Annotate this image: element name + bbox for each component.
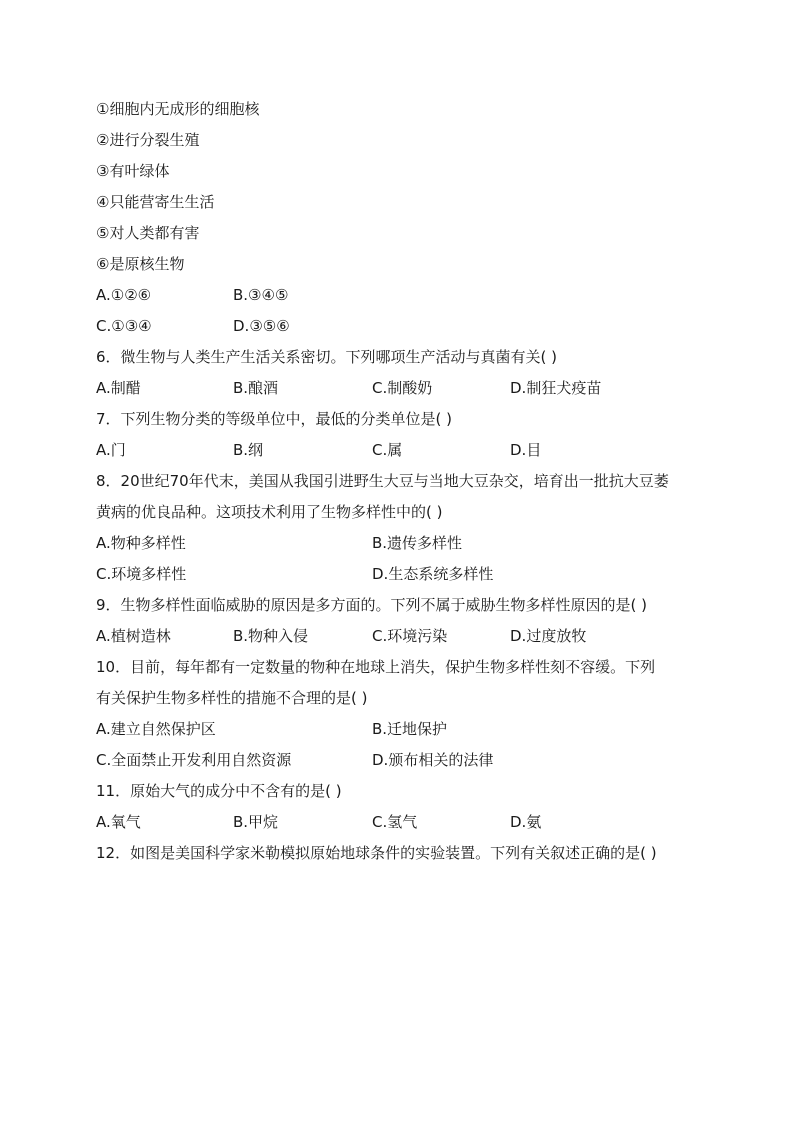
q9-option-b[interactable]: B.物种入侵: [233, 627, 309, 645]
q10-options-row-1: [96, 714, 706, 745]
question-12-text: 12．如图是美国科学家米勒模拟原始地球条件的实验装置。下列有关叙述正确的是( ): [96, 844, 657, 862]
q5-options-row-1: [96, 280, 706, 311]
statement-5: ⑤对人类都有害: [96, 224, 200, 242]
q6-option-c[interactable]: C.制酸奶: [372, 379, 433, 397]
exam-page: [96, 94, 706, 869]
q7-option-a[interactable]: A.门: [96, 441, 126, 459]
q7-options: [96, 435, 706, 466]
q10-options-row-2: [96, 745, 706, 776]
q5-option-c[interactable]: C.①③④: [96, 317, 152, 335]
q6-option-d[interactable]: D.制狂犬疫苗: [510, 379, 602, 397]
q11-option-c[interactable]: C.氢气: [372, 813, 418, 831]
q8-option-c[interactable]: C.环境多样性: [96, 565, 187, 583]
q7-option-b[interactable]: B.纲: [233, 441, 264, 459]
statement-4: ④只能营寄生生活: [96, 193, 215, 211]
q7-option-d[interactable]: D.目: [510, 441, 542, 459]
q10-option-b[interactable]: B.迁地保护: [372, 720, 448, 738]
q9-option-d[interactable]: D.过度放牧: [510, 627, 587, 645]
q9-option-a[interactable]: A.植树造林: [96, 627, 171, 645]
question-10-text-line-2: 有关保护生物多样性的措施不合理的是( ): [96, 689, 368, 707]
q10-option-d[interactable]: D.颁布相关的法律: [372, 751, 494, 769]
question-7-text: 7．下列生物分类的等级单位中，最低的分类单位是( ): [96, 410, 453, 428]
q8-option-a[interactable]: A.物种多样性: [96, 534, 186, 552]
q8-option-b[interactable]: B.遗传多样性: [372, 534, 463, 552]
statement-2: ②进行分裂生殖: [96, 131, 200, 149]
q5-option-b[interactable]: B.③④⑤: [233, 286, 289, 304]
q5-option-d[interactable]: D.③⑤⑥: [233, 317, 290, 335]
q7-option-c[interactable]: C.属: [372, 441, 403, 459]
q5-options-row-2: [96, 311, 706, 342]
question-11-text: 11．原始大气的成分中不含有的是( ): [96, 782, 342, 800]
statement-6: ⑥是原核生物: [96, 255, 185, 273]
question-10-text-line-1: 10．目前，每年都有一定数量的物种在地球上消失，保护生物多样性刻不容缓。下列: [96, 658, 656, 676]
question-6-text: 6．微生物与人类生产生活关系密切。下列哪项生产活动与真菌有关( ): [96, 348, 558, 366]
q8-options-row-1: [96, 528, 706, 559]
q11-option-b[interactable]: B.甲烷: [233, 813, 279, 831]
question-8-text-line-1: 8．20世纪70年代末，美国从我国引进野生大豆与当地大豆杂交，培育出一批抗大豆萎: [96, 472, 669, 490]
q11-option-a[interactable]: A.氧气: [96, 813, 141, 831]
q10-option-c[interactable]: C.全面禁止开发利用自然资源: [96, 751, 292, 769]
q11-option-d[interactable]: D.氨: [510, 813, 542, 831]
q6-option-a[interactable]: A.制醋: [96, 379, 141, 397]
q10-option-a[interactable]: A.建立自然保护区: [96, 720, 216, 738]
q8-option-d[interactable]: D.生态系统多样性: [372, 565, 494, 583]
q11-options: [96, 807, 706, 838]
q6-option-b[interactable]: B.酿酒: [233, 379, 279, 397]
question-8-text-line-2: 黄病的优良品种。这项技术利用了生物多样性中的( ): [96, 503, 443, 521]
q8-options-row-2: [96, 559, 706, 590]
statement-1: ①细胞内无成形的细胞核: [96, 100, 260, 118]
q9-option-c[interactable]: C.环境污染: [372, 627, 448, 645]
statement-3: ③有叶绿体: [96, 162, 170, 180]
q9-options: [96, 621, 706, 652]
question-9-text: 9．生物多样性面临威胁的原因是多方面的。下列不属于威胁生物多样性原因的是( ): [96, 596, 648, 614]
q6-options: [96, 373, 706, 404]
q5-option-a[interactable]: A.①②⑥: [96, 286, 152, 304]
